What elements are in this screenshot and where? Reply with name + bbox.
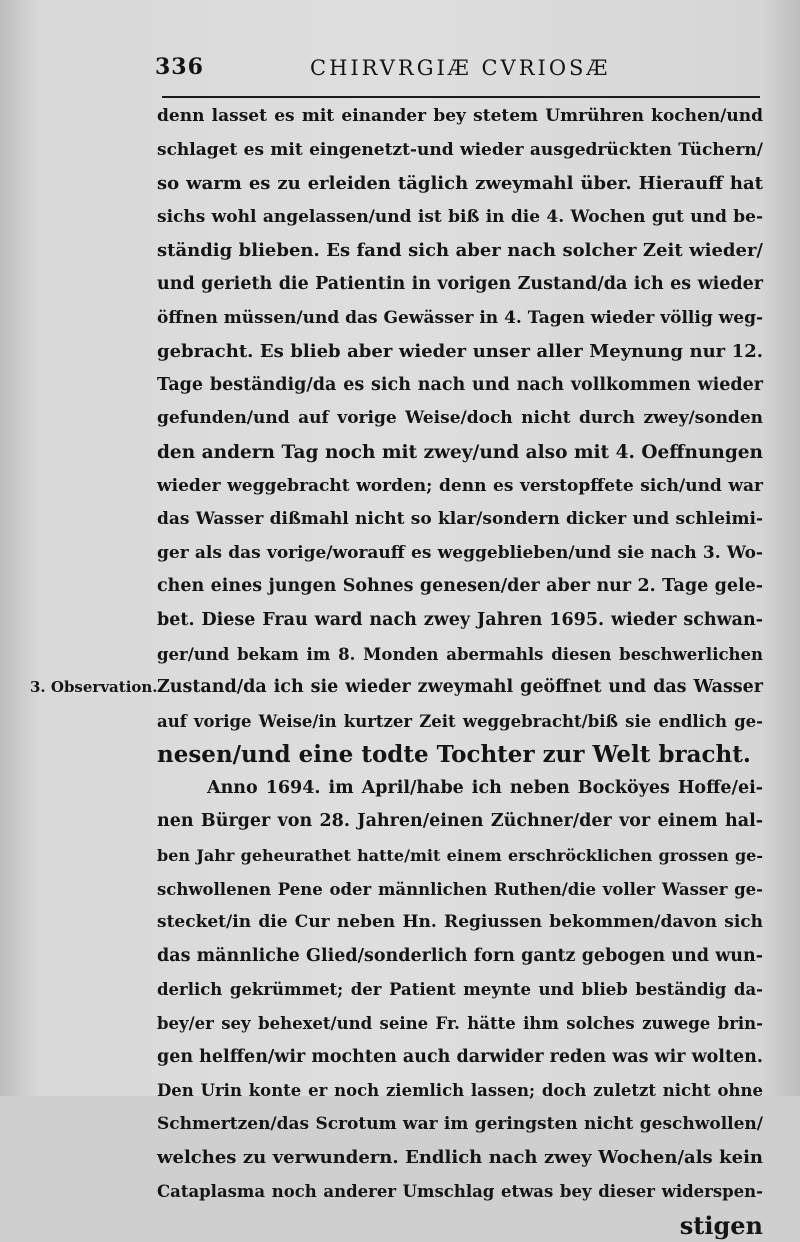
text-line: ben Jahr geheurathet hatte/mit einem erschröcklichen grossen ge- xyxy=(157,846,763,866)
text-line: nen Bürger von 28. Jahren/einen Züchner/der vor einem hal- xyxy=(157,811,763,832)
text-line: schlaget es mit eingenetzt-und wieder ausgedrückten Tüchern/ xyxy=(157,139,763,160)
text-line: gen helffen/wir mochten auch darwider reden was wir wolten. xyxy=(157,1046,763,1067)
text-line: ger/und bekam im 8. Monden abermahls diesen beschwerlichen xyxy=(157,644,763,664)
text-line: Schmertzen/das Scrotum war im geringsten nicht geschwollen/ xyxy=(157,1113,763,1134)
text-line: bey/er sey behexet/und seine Fr. hätte ihm solches zuwege brin- xyxy=(157,1014,763,1034)
text-line: das Wasser dißmahl nicht so klar/sondern dicker und schleimi- xyxy=(157,509,763,530)
text-line: Anno 1694. im April/habe ich neben Bocköyes Hoffe/ei- xyxy=(207,777,763,798)
text-line: welches zu verwundern. Endlich nach zwey Wochen/als kein xyxy=(157,1147,763,1169)
header-rule xyxy=(162,96,760,98)
text-line: ständig blieben. Es fand sich aber nach solcher Zeit wieder/ xyxy=(157,240,763,262)
text-line: und gerieth die Patientin in vorigen Zustand/da ich es wieder xyxy=(157,273,763,294)
page-number: 336 xyxy=(155,54,204,80)
text-line: stecket/in die Cur neben Hn. Regiussen bekommen/davon sich xyxy=(157,912,763,933)
margin-note: 3. Observation. xyxy=(30,678,158,696)
text-line: ger als das vorige/worauff es weggeblieben/und sie nach 3. Wo- xyxy=(157,542,763,563)
text-line: öffnen müssen/und das Gewässer in 4. Tagen wieder völlig weg- xyxy=(157,307,764,328)
text-line: sichs wohl angelassen/und ist biß in die 4. Wochen gut und be- xyxy=(157,206,763,227)
text-line: gefunden/und auf vorige Weise/doch nicht durch zwey/sonden xyxy=(157,408,763,429)
catchword: stigen xyxy=(679,1210,763,1240)
text-line: Zustand/da ich sie wieder zweymahl geöffnet und das Wasser xyxy=(157,677,763,698)
text-line: auf vorige Weise/in kurtzer Zeit weggebracht/biß sie endlich ge- xyxy=(157,711,763,731)
text-line: Den Urin konte er noch ziemlich lassen; doch zuletzt nicht ohne xyxy=(157,1081,763,1101)
text-line: wieder weggebracht worden; denn es verstopffete sich/und war xyxy=(157,475,763,496)
text-line: Cataplasma noch anderer Umschlag etwas bey dieser widerspen- xyxy=(157,1182,763,1201)
text-line: derlich gekrümmet; der Patient meynte und blieb beständig da- xyxy=(157,980,763,1000)
running-title: CHIRVRGIÆ CVRIOSÆ xyxy=(310,56,611,80)
text-line: Tage beständig/da es sich nach und nach vollkommen wieder xyxy=(157,374,763,395)
text-line: das männliche Glied/sonderlich forn gantz gebogen und wun- xyxy=(157,945,763,966)
text-line: chen eines jungen Sohnes genesen/der aber nur 2. Tage gele- xyxy=(157,576,763,597)
text-line: gebracht. Es blieb aber wieder unser aller Meynung nur 12. xyxy=(157,341,763,363)
body-text xyxy=(157,100,763,1242)
page-header xyxy=(150,50,760,90)
text-line: bet. Diese Frau ward nach zwey Jahren 1695. wieder schwan- xyxy=(157,609,763,630)
text-line: schwollenen Pene oder männlichen Ruthen/die voller Wasser ge- xyxy=(157,879,763,899)
text-line: den andern Tag noch mit zwey/und also mit 4. Oeffnungen xyxy=(157,441,763,463)
text-line: nesen/und eine todte Tochter zur Welt bracht. xyxy=(157,741,751,769)
text-line: so warm es zu erleiden täglich zweymahl über. Hierauff hat xyxy=(157,173,763,195)
text-line: denn lasset es mit einander bey stetem Umrühren kochen/und xyxy=(157,106,763,126)
